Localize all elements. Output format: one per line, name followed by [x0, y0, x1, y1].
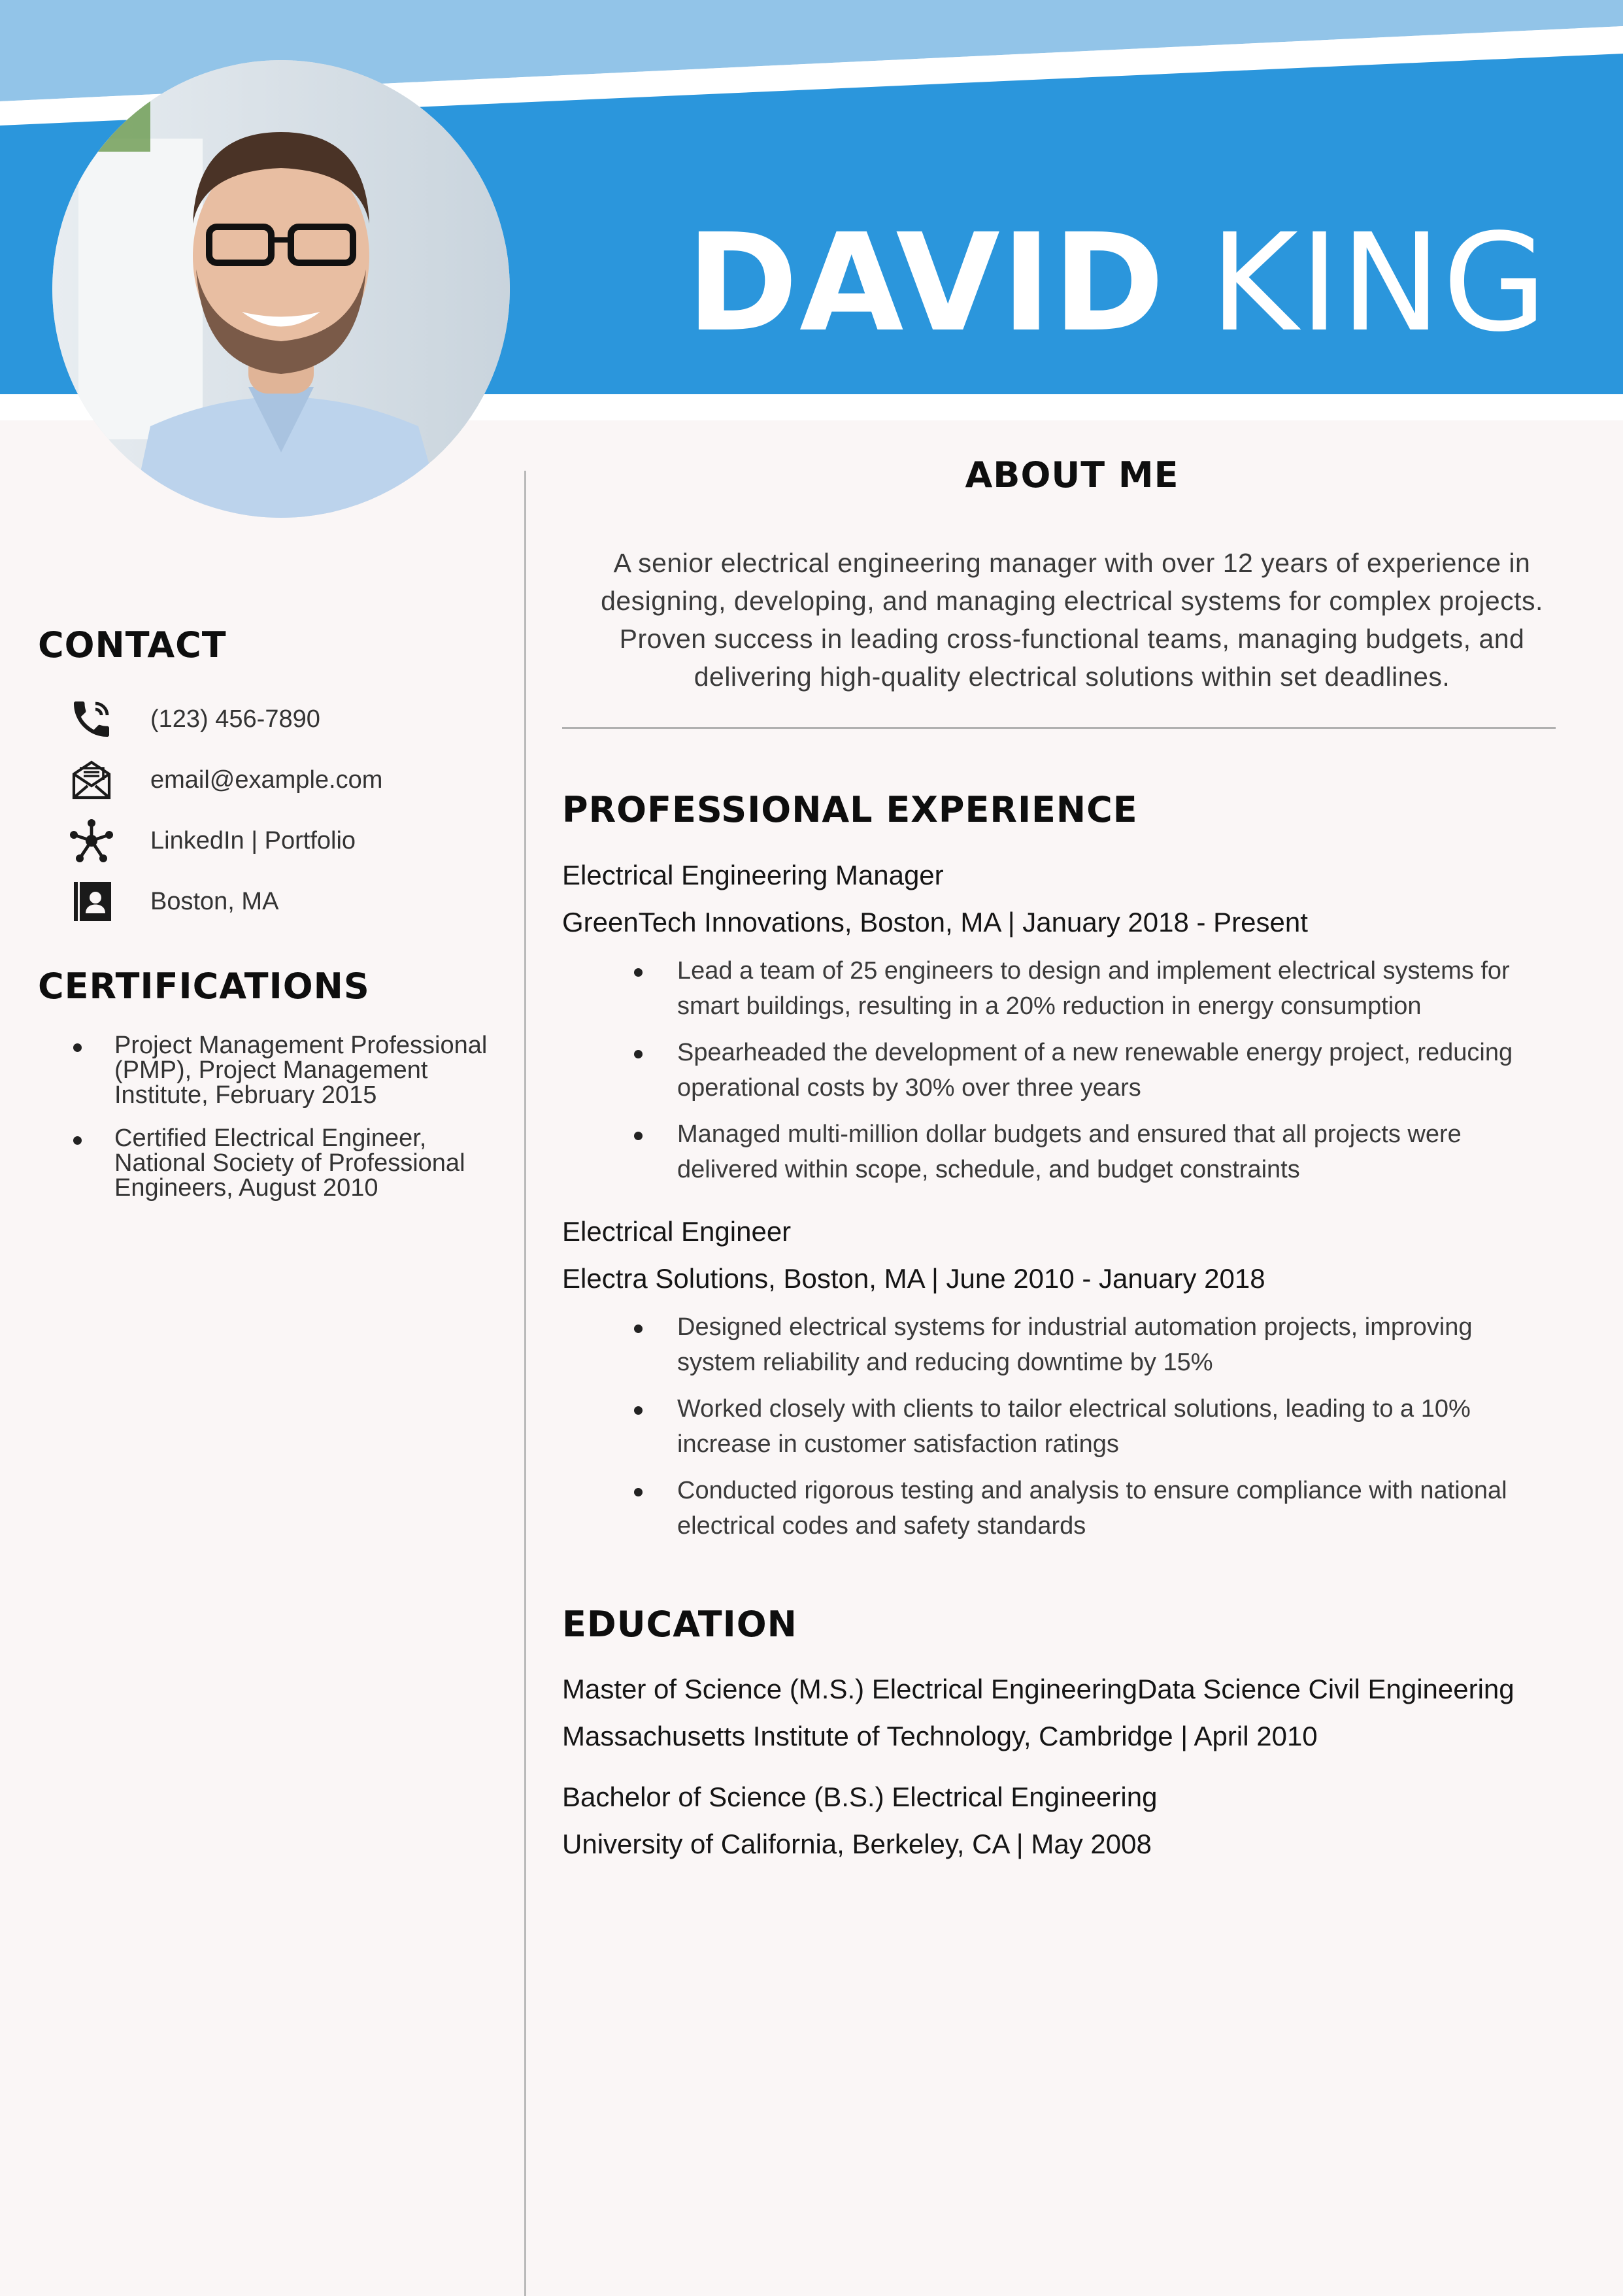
job-bullets — [562, 953, 1582, 1198]
profile-photo — [52, 60, 510, 518]
job-company: GreenTech Innovations, Boston, MA | January 2018 - Present — [562, 907, 1308, 937]
job-bullet: Conducted rigorous testing and analysis to ensure compliance with national electrical codes and safety standards — [562, 1473, 1582, 1544]
left-column — [38, 624, 495, 1219]
job-bullet: Worked closely with clients to tailor electrical solutions, leading to a 10% increase in customer satisfaction ratings — [562, 1391, 1582, 1462]
location-text: Boston, MA — [150, 887, 279, 915]
candidate-name — [686, 205, 1588, 362]
contact-location — [38, 875, 495, 928]
job-bullet: Designed electrical systems for industrial automation projects, improving system reliability and reducing downtime by 15% — [562, 1309, 1582, 1380]
first-name: DAVID — [686, 205, 1166, 362]
contact-title: CONTACT — [38, 624, 227, 666]
contact-email — [38, 754, 495, 806]
contact-phone — [38, 693, 495, 745]
job-bullet: Lead a team of 25 engineers to design and implement electrical systems for smart buildings, resulting in a 20% reduction in energy consumption — [562, 953, 1582, 1024]
degree-name: Bachelor of Science (B.S.) Electrical Engineering — [562, 1781, 1158, 1812]
certification-item: Project Management Professional (PMP), Project Management Institute, February 2015 — [38, 1033, 495, 1107]
last-name: KING — [1210, 205, 1548, 362]
email-text: email@example.com — [150, 766, 383, 794]
certifications-list — [38, 1033, 495, 1200]
linkedin-text: LinkedIn | Portfolio — [150, 826, 356, 854]
column-divider — [524, 471, 526, 2296]
certifications-title: CERTIFICATIONS — [38, 966, 370, 1007]
job-bullets — [562, 1309, 1582, 1555]
contact-card-icon — [65, 875, 118, 928]
degree-name: Master of Science (M.S.) Electrical EngineeringData Science Civil Engineering — [562, 1674, 1514, 1704]
job-company: Electra Solutions, Boston, MA | June 2010 - January 2018 — [562, 1263, 1265, 1294]
experience-title: PROFESSIONAL EXPERIENCE — [562, 789, 1138, 830]
degree-school: Massachusetts Institute of Technology, Cambridge | April 2010 — [562, 1721, 1318, 1751]
job-bullet: Spearheaded the development of a new renewable energy project, reducing operational costs by 30% over three years — [562, 1035, 1582, 1106]
network-icon — [65, 815, 118, 867]
job-role: Electrical Engineer — [562, 1216, 792, 1247]
section-divider — [562, 727, 1556, 729]
certification-item: Certified Electrical Engineer, National Society of Professional Engineers, August 2010 — [38, 1126, 495, 1200]
job-bullet: Managed multi-million dollar budgets and ensured that all projects were delivered within scope, schedule, and budget constraints — [562, 1117, 1582, 1187]
email-icon — [65, 754, 118, 806]
contact-linkedin — [38, 815, 495, 867]
degree-school: University of California, Berkeley, CA | May 2008 — [562, 1829, 1152, 1859]
about-text: A senior electrical engineering manager with over 12 years of experience in designing, developing, and managing electrical systems for complex projects. Proven success in leading cross-functional teams, managing budgets, and delivering high-quality electrical solutions within set deadlines. — [601, 548, 1543, 692]
phone-icon — [65, 693, 118, 745]
about-title: ABOUT ME — [965, 454, 1179, 496]
contact-list — [38, 693, 495, 928]
phone-text: (123) 456-7890 — [150, 705, 320, 733]
job-role: Electrical Engineering Manager — [562, 860, 944, 890]
education-title: EDUCATION — [562, 1604, 797, 1645]
